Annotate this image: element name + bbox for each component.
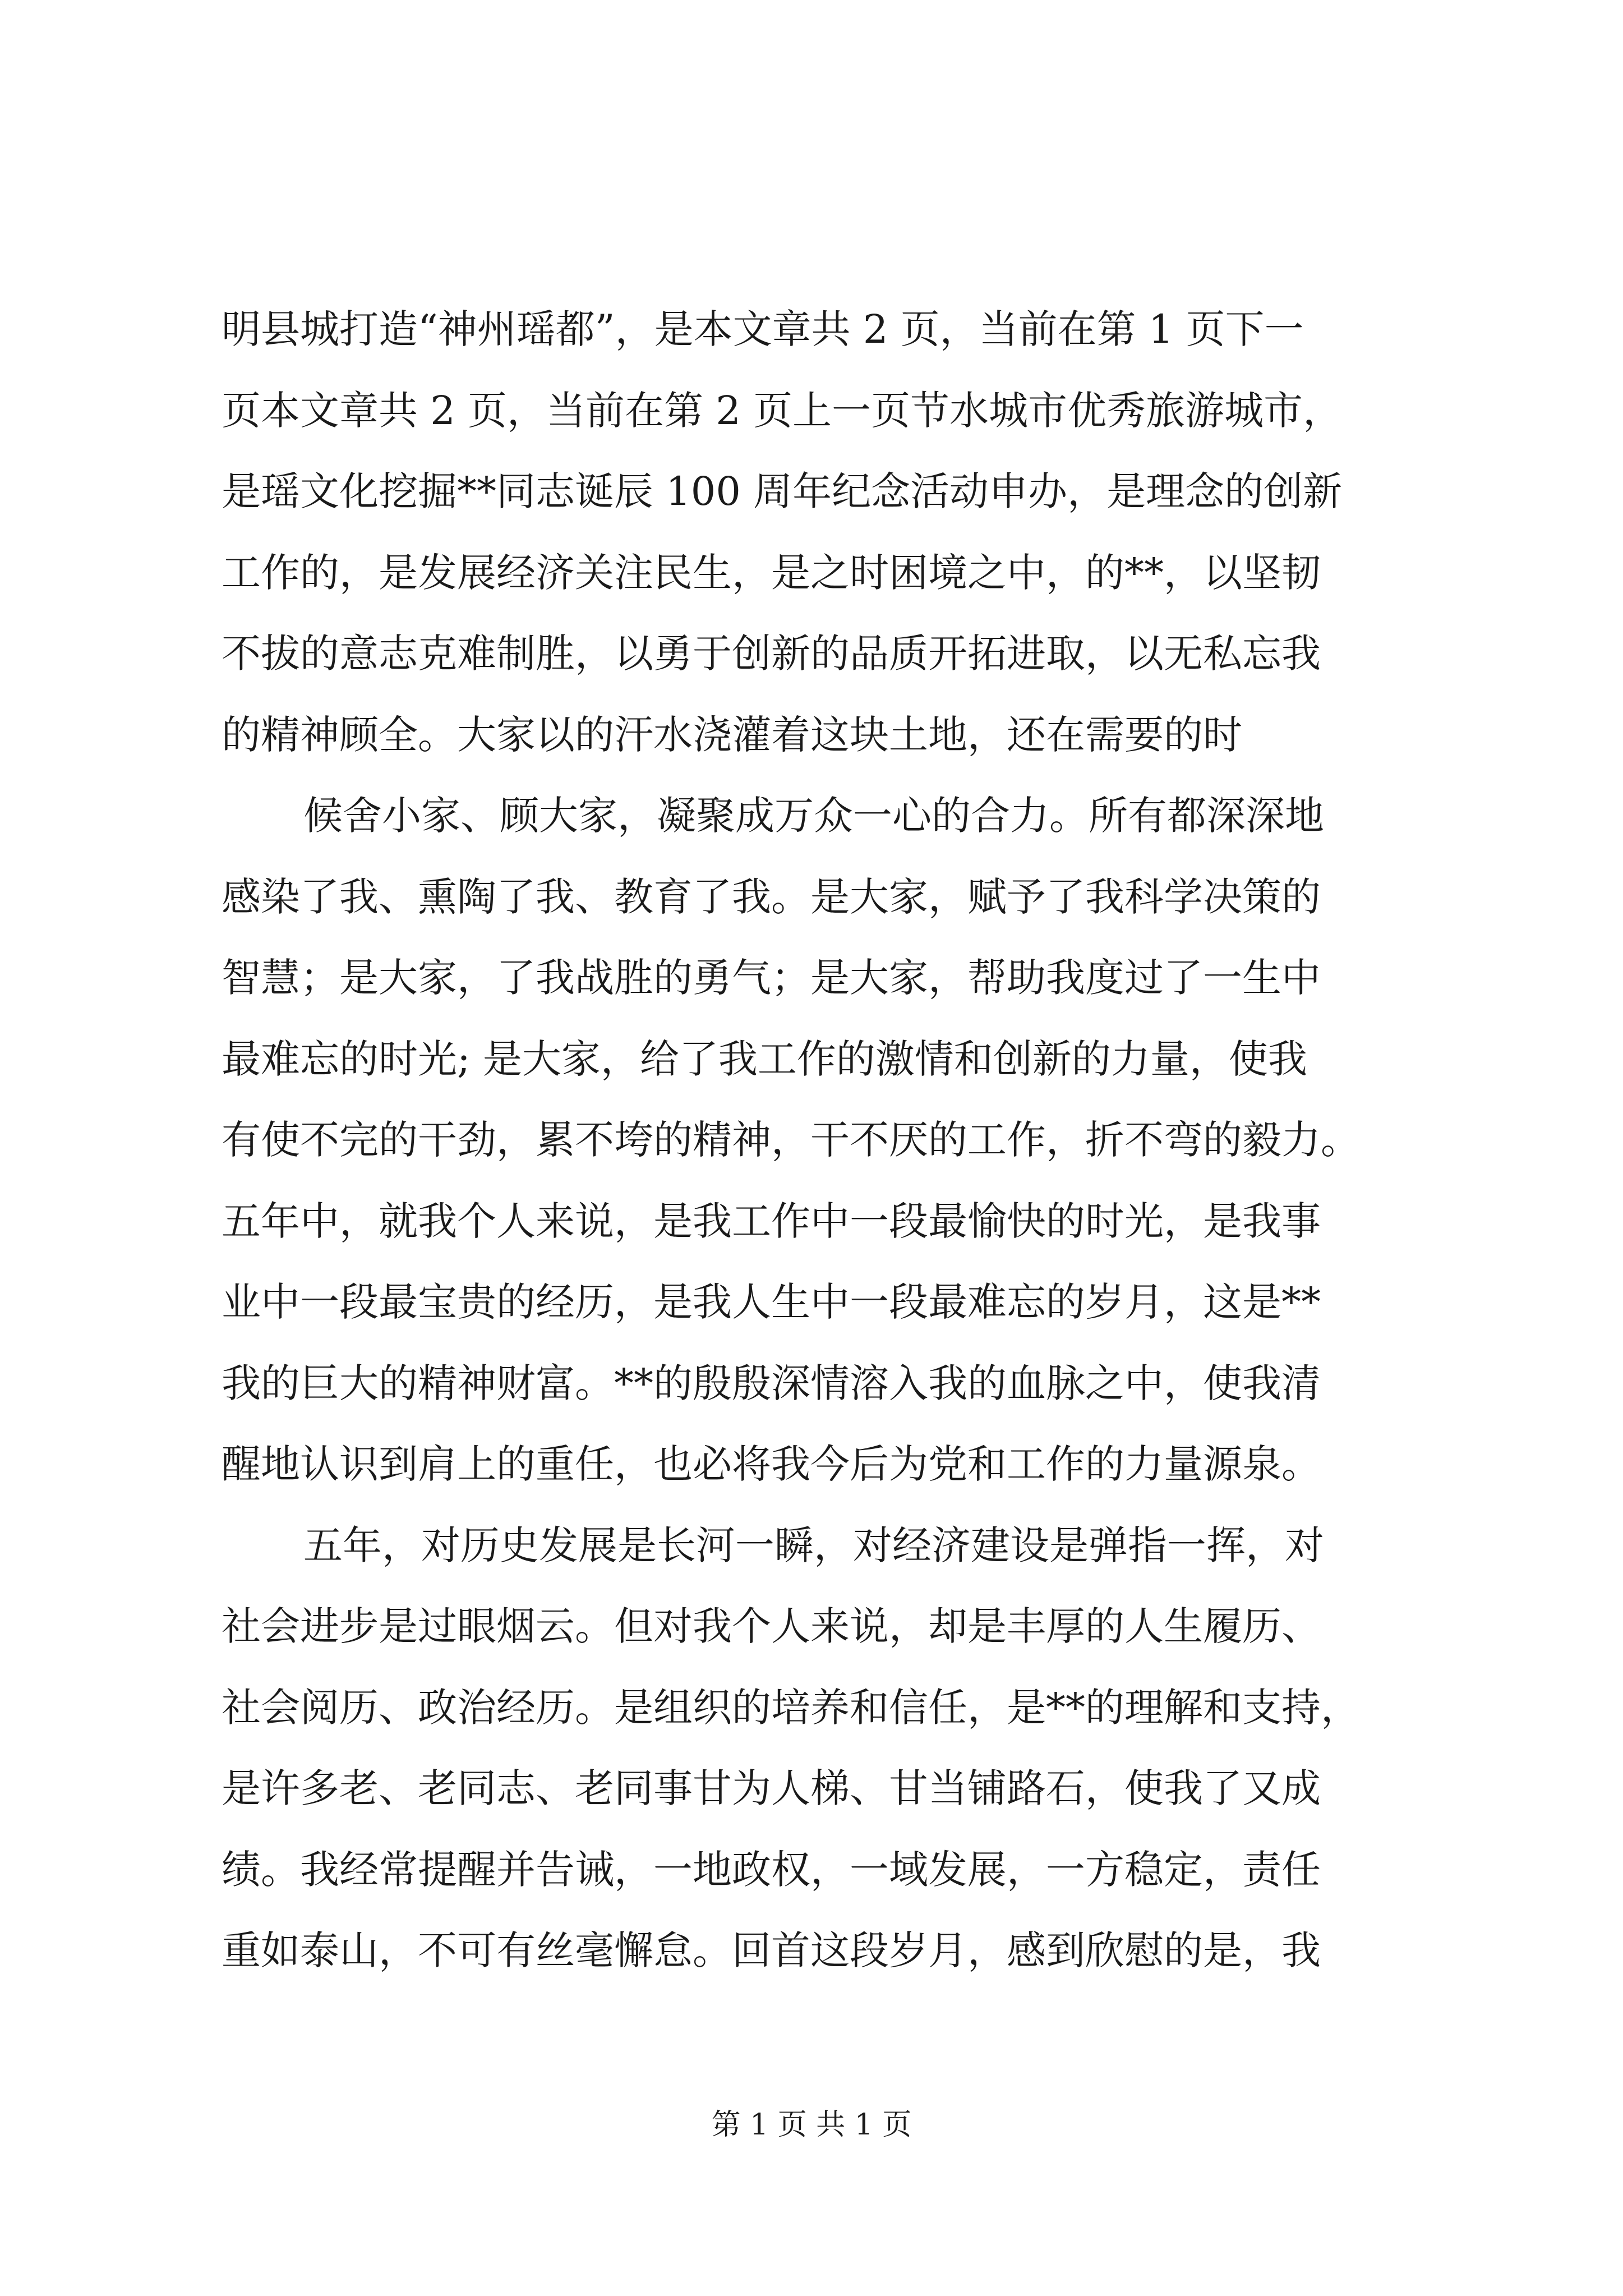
paragraph-3-line-5: 绩。我经常提醒并告诫，一地政权，一域发展，一方稳定，责任 xyxy=(222,1847,1321,1893)
paragraph-2-line-6: 五年中，就我个人来说，是我工作中一段最愉快的时光，是我事 xyxy=(222,1198,1321,1244)
page-footer: 第 1 页 共 1 页 xyxy=(711,2108,912,2142)
paragraph-1-line-3: 是瑶文化挖掘**同志诞辰 100 周年纪念活动申办，是理念的创新 xyxy=(222,468,1343,514)
paragraph-2-line-2: 感染了我、熏陶了我、教育了我。是大家，赋予了我科学决策的 xyxy=(222,874,1321,920)
paragraph-1-line-1: 明县城打造“神州瑶都”，是本文章共 2 页，当前在第 1 页下一 xyxy=(222,306,1304,352)
paragraph-2-line-8: 我的巨大的精神财富。**的殷殷深情溶入我的血脉之中，使我清 xyxy=(222,1360,1321,1406)
paragraph-2-line-9: 醒地认识到肩上的重任，也必将我今后为党和工作的力量源泉。 xyxy=(222,1441,1321,1487)
paragraph-3-line-2: 社会进步是过眼烟云。但对我个人来说，却是丰厚的人生履历、 xyxy=(222,1603,1321,1649)
paragraph-1-line-2: 页本文章共 2 页，当前在第 2 页上一页节水城市优秀旅游城市， xyxy=(222,388,1343,434)
paragraph-1-line-5: 不拔的意志克难制胜，以勇于创新的品质开拓进取，以无私忘我 xyxy=(222,631,1321,677)
paragraph-1-line-4: 工作的，是发展经济关注民生，是之时困境之中，的**，以坚韧 xyxy=(222,550,1321,596)
paragraph-1-line-6: 的精神顾全。大家以的汗水浇灌着这块土地，还在需要的时 xyxy=(222,712,1242,758)
paragraph-2-line-7: 业中一段最宝贵的经历，是我人生中一段最难忘的岁月，这是** xyxy=(222,1279,1321,1325)
paragraph-2-line-5: 有使不完的干劲，累不垮的精神，干不厌的工作，折不弯的毅力。 xyxy=(222,1117,1360,1163)
paragraph-3-line-4: 是许多老、老同志、老同事甘为人梯、甘当铺路石，使我了又成 xyxy=(222,1765,1321,1811)
paragraph-2-line-3: 智慧；是大家，了我战胜的勇气；是大家，帮助我度过了一生中 xyxy=(222,955,1321,1001)
paragraph-3-line-6: 重如泰山，不可有丝毫懈怠。回首这段岁月，感到欣慰的是，我 xyxy=(222,1927,1321,1973)
paragraph-3-line-1: 五年，对历史发展是长河一瞬，对经济建设是弹指一挥，对 xyxy=(303,1522,1324,1568)
paragraph-3-line-3: 社会阅历、政治经历。是组织的培养和信任，是**的理解和支持， xyxy=(222,1685,1360,1731)
paragraph-2-line-4: 最难忘的时光; 是大家，给了我工作的激情和创新的力量，使我 xyxy=(222,1036,1307,1082)
paragraph-2-line-1: 候舍小家、顾大家，凝聚成万众一心的合力。所有都深深地 xyxy=(303,793,1324,839)
